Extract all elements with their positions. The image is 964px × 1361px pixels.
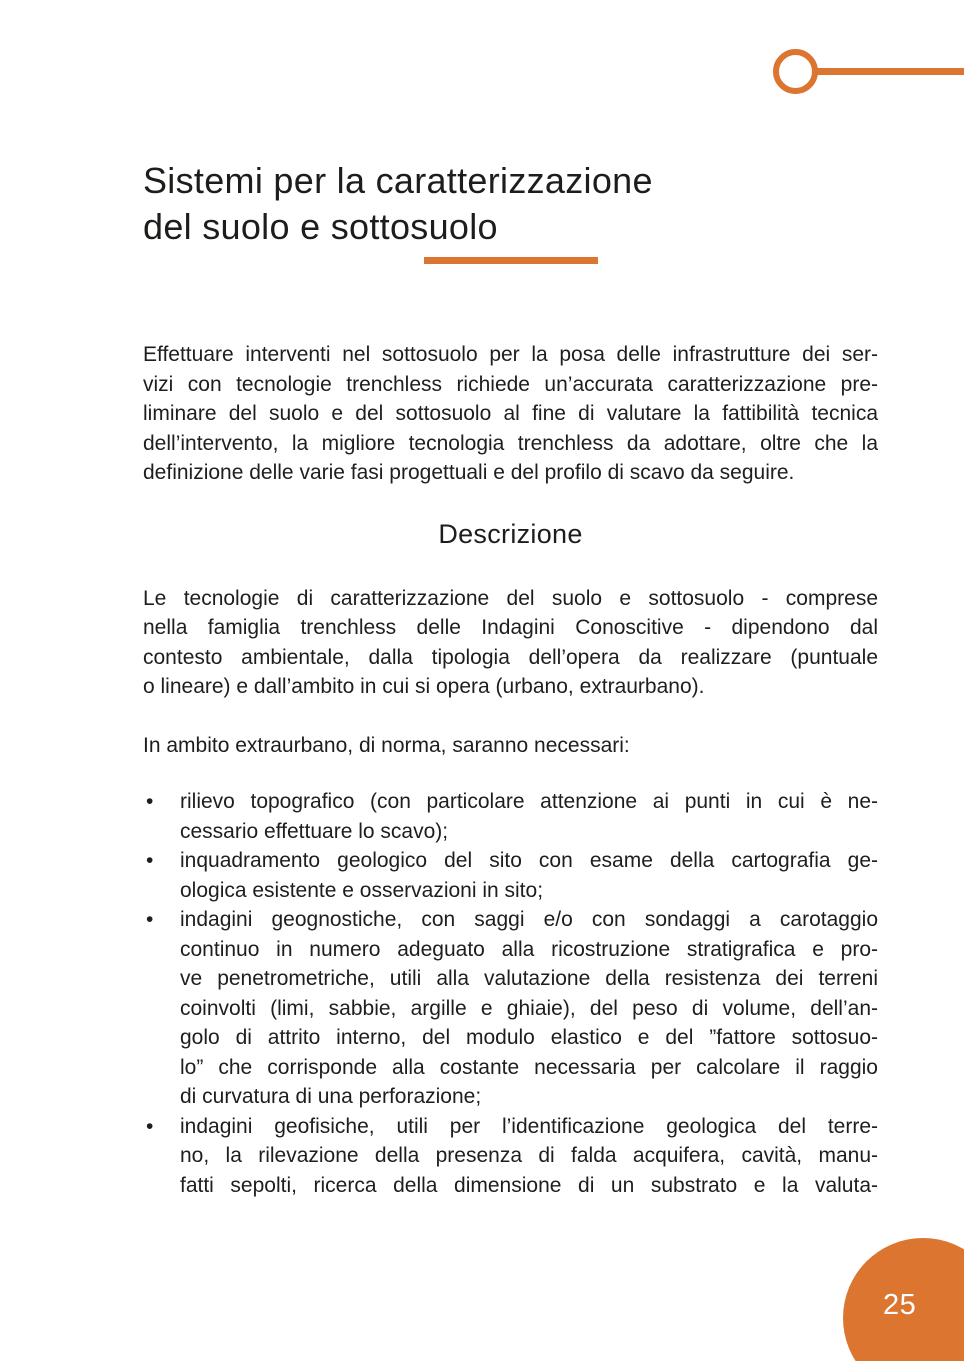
text-line: definizione delle varie fasi progettuali e del profilo di scavo da seguire. [143,461,795,484]
bullet-item [143,1112,878,1201]
text-line: • rilievo topografico (con particolare attenzione ai punti in cui è ne- [180,790,878,813]
text-line: Sistemi per la caratterizzazione [143,160,653,201]
text-line: cessario effettuare lo scavo); [180,819,449,843]
text-line: fatti sepolti, ricerca della dimensione di un substrato e la valuta- [180,1173,878,1197]
text-line: • indagini geognostiche, con saggi e/o con sondaggi a carotaggio [180,908,878,931]
page-title [143,158,878,250]
title-underline [424,257,598,264]
text-line: liminare del suolo e del sottosuolo al fine di valutare la fattibilità tecnica [143,402,878,425]
section-heading: Descrizione [438,518,583,549]
text-line: lo” che corrisponde alla costante necessaria per calcolare il raggio [180,1055,878,1079]
text-line: coinvolti (limi, sabbie, argille e ghiaie), del peso di volume, dell’an- [180,996,878,1020]
lead-in-text: In ambito extraurbano, di norma, saranno necessari: [143,733,630,757]
page-number-badge [843,1238,964,1361]
bullet-item [143,787,878,846]
text-line: nella famiglia trenchless delle Indagini Conoscitive - dipendono dal [143,616,878,639]
text-line: di curvatura di una perforazione; [180,1085,482,1108]
text-line: • inquadramento geologico del sito con esame della cartografia ge- [180,849,878,872]
bullet-item [143,905,878,1112]
text-line: no, la rilevazione della presenza di falda acquifera, cavità, manu- [180,1144,878,1167]
text-line: contesto ambientale, dalla tipologia dell’opera da realizzare (puntuale [143,645,878,669]
text-line: Effettuare interventi nel sottosuolo per la posa delle infrastrutture dei ser- [143,343,878,366]
text-line: golo di attrito interno, del modulo elastico e del ”fattore sottosuo- [180,1026,878,1049]
text-line: del suolo e sottosuolo [143,206,498,247]
text-line: continuo in numero adeguato alla ricostruzione stratigrafica e pro- [180,937,878,961]
text-line: ologica esistente e osservazioni in sito; [180,878,544,902]
page-number: 25 [883,1289,917,1321]
bullet-item [143,846,878,905]
bullet-list [143,787,878,1200]
page-content [143,0,878,1200]
text-line: dell’intervento, la migliore tecnologia trenchless da adottare, oltre che la [143,431,878,455]
text-line: Le tecnologie di caratterizzazione del suolo e sottosuolo - comprese [143,586,878,610]
text-line: • indagini geofisiche, utili per l’identificazione geologica del terre- [180,1114,878,1138]
text-line: o lineare) e dall’ambito in cui si opera (urbano, extraurbano). [143,675,705,698]
intro-paragraph [143,340,878,488]
text-line: vizi con tecnologie trenchless richiede un’accurata caratterizzazione pre- [143,372,878,396]
description-paragraph [143,584,878,702]
text-line: ve penetrometriche, utili alla valutazione della resistenza dei terreni [180,967,878,990]
